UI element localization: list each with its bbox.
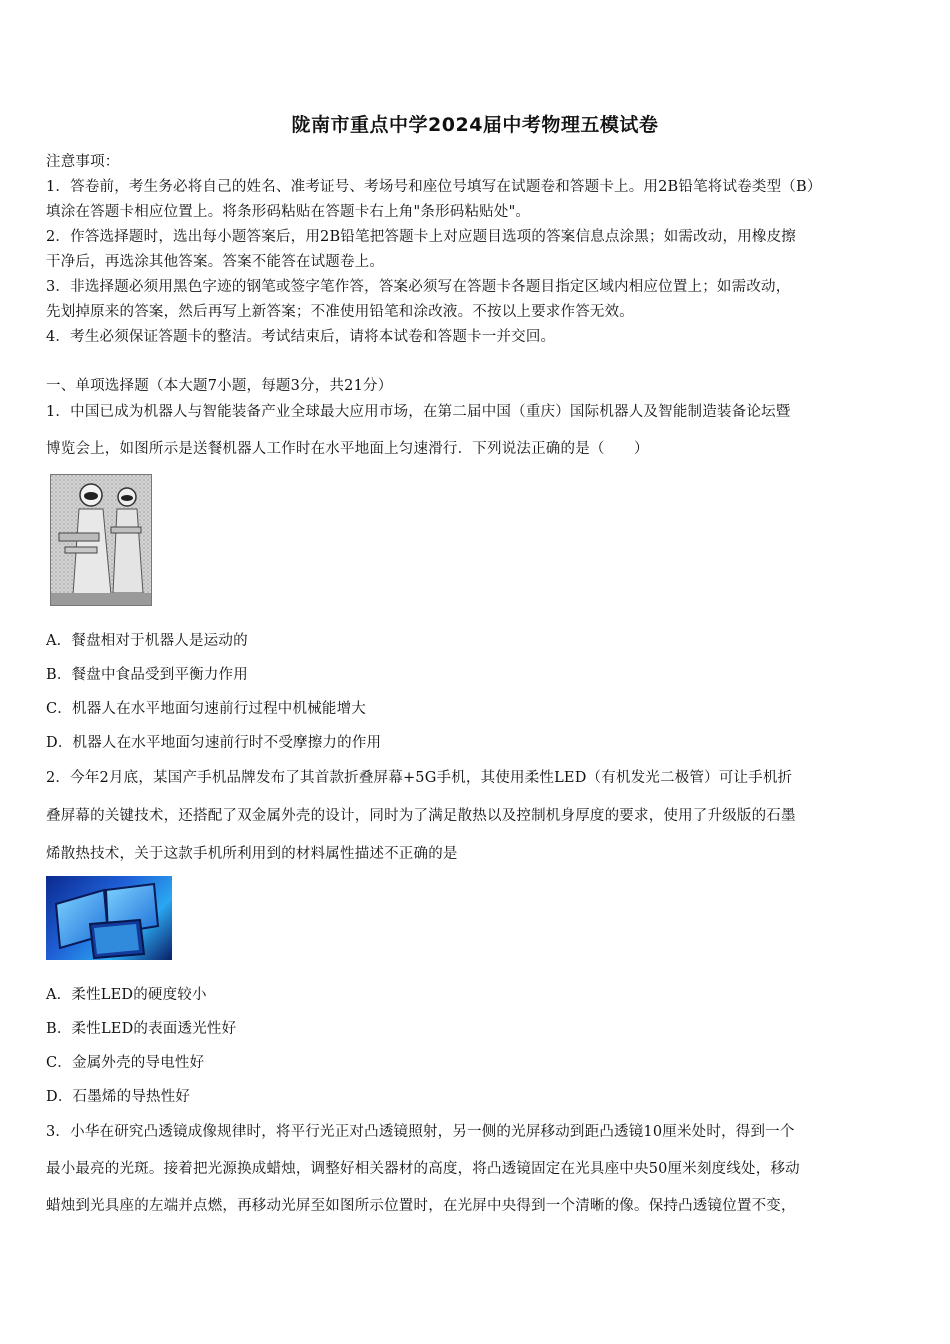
phone-figure [46, 876, 172, 960]
option-b: B．餐盘中食品受到平衡力作用 [46, 667, 248, 683]
question-3-text: 蜡烛到光具座的左端并点燃，再移动光屏至如图所示位置时，在光屏中央得到一个清晰的像。保持凸透镜位置不变， [46, 1198, 796, 1214]
option-a: A．餐盘相对于机器人是运动的 [46, 633, 248, 649]
section-heading: 一、单项选择题（本大题7小题，每题3分，共21分） [46, 378, 393, 394]
question-2-text: 叠屏幕的关键技术，还搭配了双金属外壳的设计，同时为了满足散热以及控制机身厚度的要求，使用了升级版的石墨 [46, 808, 796, 824]
option-d: D．机器人在水平地面匀速前行时不受摩擦力的作用 [46, 735, 382, 751]
option-d: D．石墨烯的导热性好 [46, 1089, 191, 1105]
question-1-text: 1．中国已成为机器人与智能装备产业全球最大应用市场，在第二届中国（重庆）国际机器人及智能制造装备论坛暨 [46, 404, 791, 420]
foldable-phone-illustration [46, 876, 172, 960]
question-2-text: 烯散热技术，关于这款手机所利用到的材料属性描述不正确的是 [46, 846, 458, 862]
option-b: B．柔性LED的表面透光性好 [46, 1021, 237, 1037]
question-1-text: 博览会上，如图所示是送餐机器人工作时在水平地面上匀速滑行．下列说法正确的是（ ） [46, 441, 649, 457]
robot-figure [50, 474, 152, 606]
question-2-text: 2．今年2月底，某国产手机品牌发布了其首款折叠屏幕+5G手机，其使用柔性LED（有机发光二极管）可让手机折 [46, 770, 793, 786]
notice-line: 4．考生必须保证答题卡的整洁。考试结束后，请将本试卷和答题卡一并交回。 [46, 329, 556, 345]
notice-line: 2．作答选择题时，选出每小题答案后，用2B铅笔把答题卡上对应题目选项的答案信息点涂黑；如需改动，用橡皮擦 [46, 229, 797, 245]
option-c: C．金属外壳的导电性好 [46, 1055, 205, 1071]
question-3-text: 3．小华在研究凸透镜成像规律时，将平行光正对凸透镜照射，另一侧的光屏移动到距凸透镜10厘米处时，得到一个 [46, 1124, 795, 1140]
notice-line: 1．答卷前，考生务必将自己的姓名、准考证号、考场号和座位号填写在试题卷和答题卡上。用2B铅笔将试卷类型（B） [46, 179, 822, 195]
robot-illustration [51, 475, 151, 605]
notice-line: 先划掉原来的答案，然后再写上新答案；不准使用铅笔和涂改液。不按以上要求作答无效。 [46, 304, 634, 320]
option-a: A．柔性LED的硬度较小 [46, 987, 207, 1003]
option-c: C．机器人在水平地面匀速前行过程中机械能增大 [46, 701, 366, 717]
notice-line: 干净后，再选涂其他答案。答案不能答在试题卷上。 [46, 254, 385, 270]
notice-line: 填涂在答题卡相应位置上。将条形码粘贴在答题卡右上角"条形码粘贴处"。 [46, 204, 531, 220]
question-3-text: 最小最亮的光斑。接着把光源换成蜡烛，调整好相关器材的高度，将凸透镜固定在光具座中央50厘米刻度线处，移动 [46, 1161, 800, 1177]
notice-heading: 注意事项： [46, 154, 120, 170]
notice-line: 3．非选择题必须用黑色字迹的钢笔或签字笔作答，答案必须写在答题卡各题目指定区域内相应位置上；如需改动， [46, 279, 791, 295]
page-title: 陇南市重点中学2024届中考物理五模试卷 [291, 114, 659, 136]
